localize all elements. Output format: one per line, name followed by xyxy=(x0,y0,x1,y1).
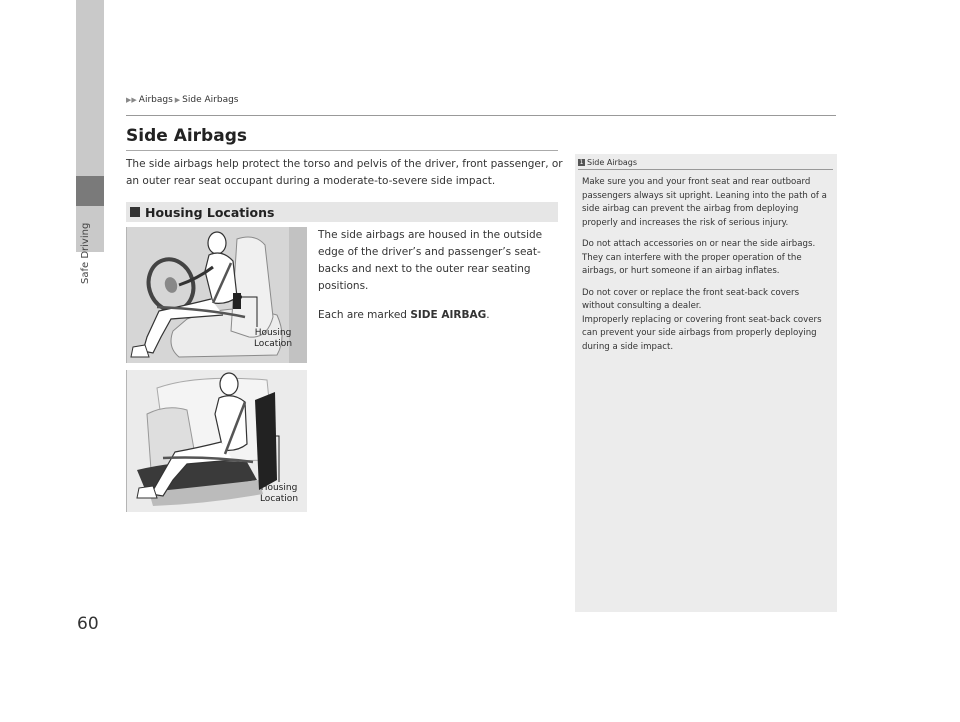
title-divider xyxy=(126,150,558,151)
section-label: Safe Driving xyxy=(80,222,91,284)
section-square-icon xyxy=(130,207,140,217)
rear-label-line-1: Housing xyxy=(260,483,298,493)
breadcrumb xyxy=(126,95,240,105)
breadcrumb-arrow-icon: ▶ xyxy=(126,96,132,104)
side-note-title: Side Airbags xyxy=(587,158,638,167)
section-header xyxy=(126,202,558,222)
rear-housing-location-label xyxy=(253,483,305,505)
breadcrumb-item-side-airbags: Side Airbags xyxy=(182,95,239,105)
front-housing-location-label xyxy=(247,328,299,350)
front-seat-illustration xyxy=(126,227,307,363)
breadcrumb-item-airbags[interactable]: Airbags xyxy=(138,95,173,105)
breadcrumb-arrow-icon: ▶ xyxy=(131,96,137,104)
rear-seat-illustration xyxy=(126,370,307,512)
note-paragraph-posture: Make sure you and your front seat and rear outboard passengers always sit upright. Leaning into the path of a side airbag can prevent the airbag from deploying properly and increases the risk of serious injury. xyxy=(582,177,827,228)
section-title: Housing Locations xyxy=(145,204,275,220)
header-divider xyxy=(126,115,836,116)
note-covers-line-2: Improperly replacing or covering front seat-back covers can prevent your side airbags from properly deploying during a side impact. xyxy=(582,314,822,352)
side-airbag-marking: SIDE AIRBAG xyxy=(410,309,487,321)
section-body xyxy=(318,227,558,336)
intro-paragraph: The side airbags help protect the torso and pelvis of the driver, front passenger, or an outer rear seat occupant during a moderate-to-severe side impact. xyxy=(126,158,563,187)
side-note-body xyxy=(582,176,830,362)
note-paragraph-covers xyxy=(582,287,830,355)
breadcrumb-arrow-icon: ▶ xyxy=(174,96,181,104)
page-title: Side Airbags xyxy=(126,126,247,146)
housing-paragraph: The side airbags are housed in the outside edge of the driver’s and passenger’s seat-backs and next to the outer rear seating positions. xyxy=(318,229,543,292)
side-tab-marker xyxy=(76,176,104,206)
front-label-line-2: Location xyxy=(253,339,293,349)
note-paragraph-accessories: Do not attach accessories on or near the side airbags. They can interfere with the proper operation of the airbags, or hurt someone if an airbag inflates. xyxy=(582,239,816,276)
marking-paragraph xyxy=(318,307,558,324)
side-note-header xyxy=(578,158,637,167)
page-number: 60 xyxy=(77,614,99,634)
front-label-line-1: Housing xyxy=(254,328,292,338)
rear-label-line-2: Location xyxy=(259,494,299,504)
side-note-divider xyxy=(578,169,833,170)
marking-prefix: Each are marked xyxy=(318,309,411,321)
marking-suffix: . xyxy=(486,309,490,321)
note-covers-line-1: Do not cover or replace the front seat-back covers without consulting a dealer. xyxy=(582,287,800,311)
note-reference-marker: 1 xyxy=(579,159,584,166)
